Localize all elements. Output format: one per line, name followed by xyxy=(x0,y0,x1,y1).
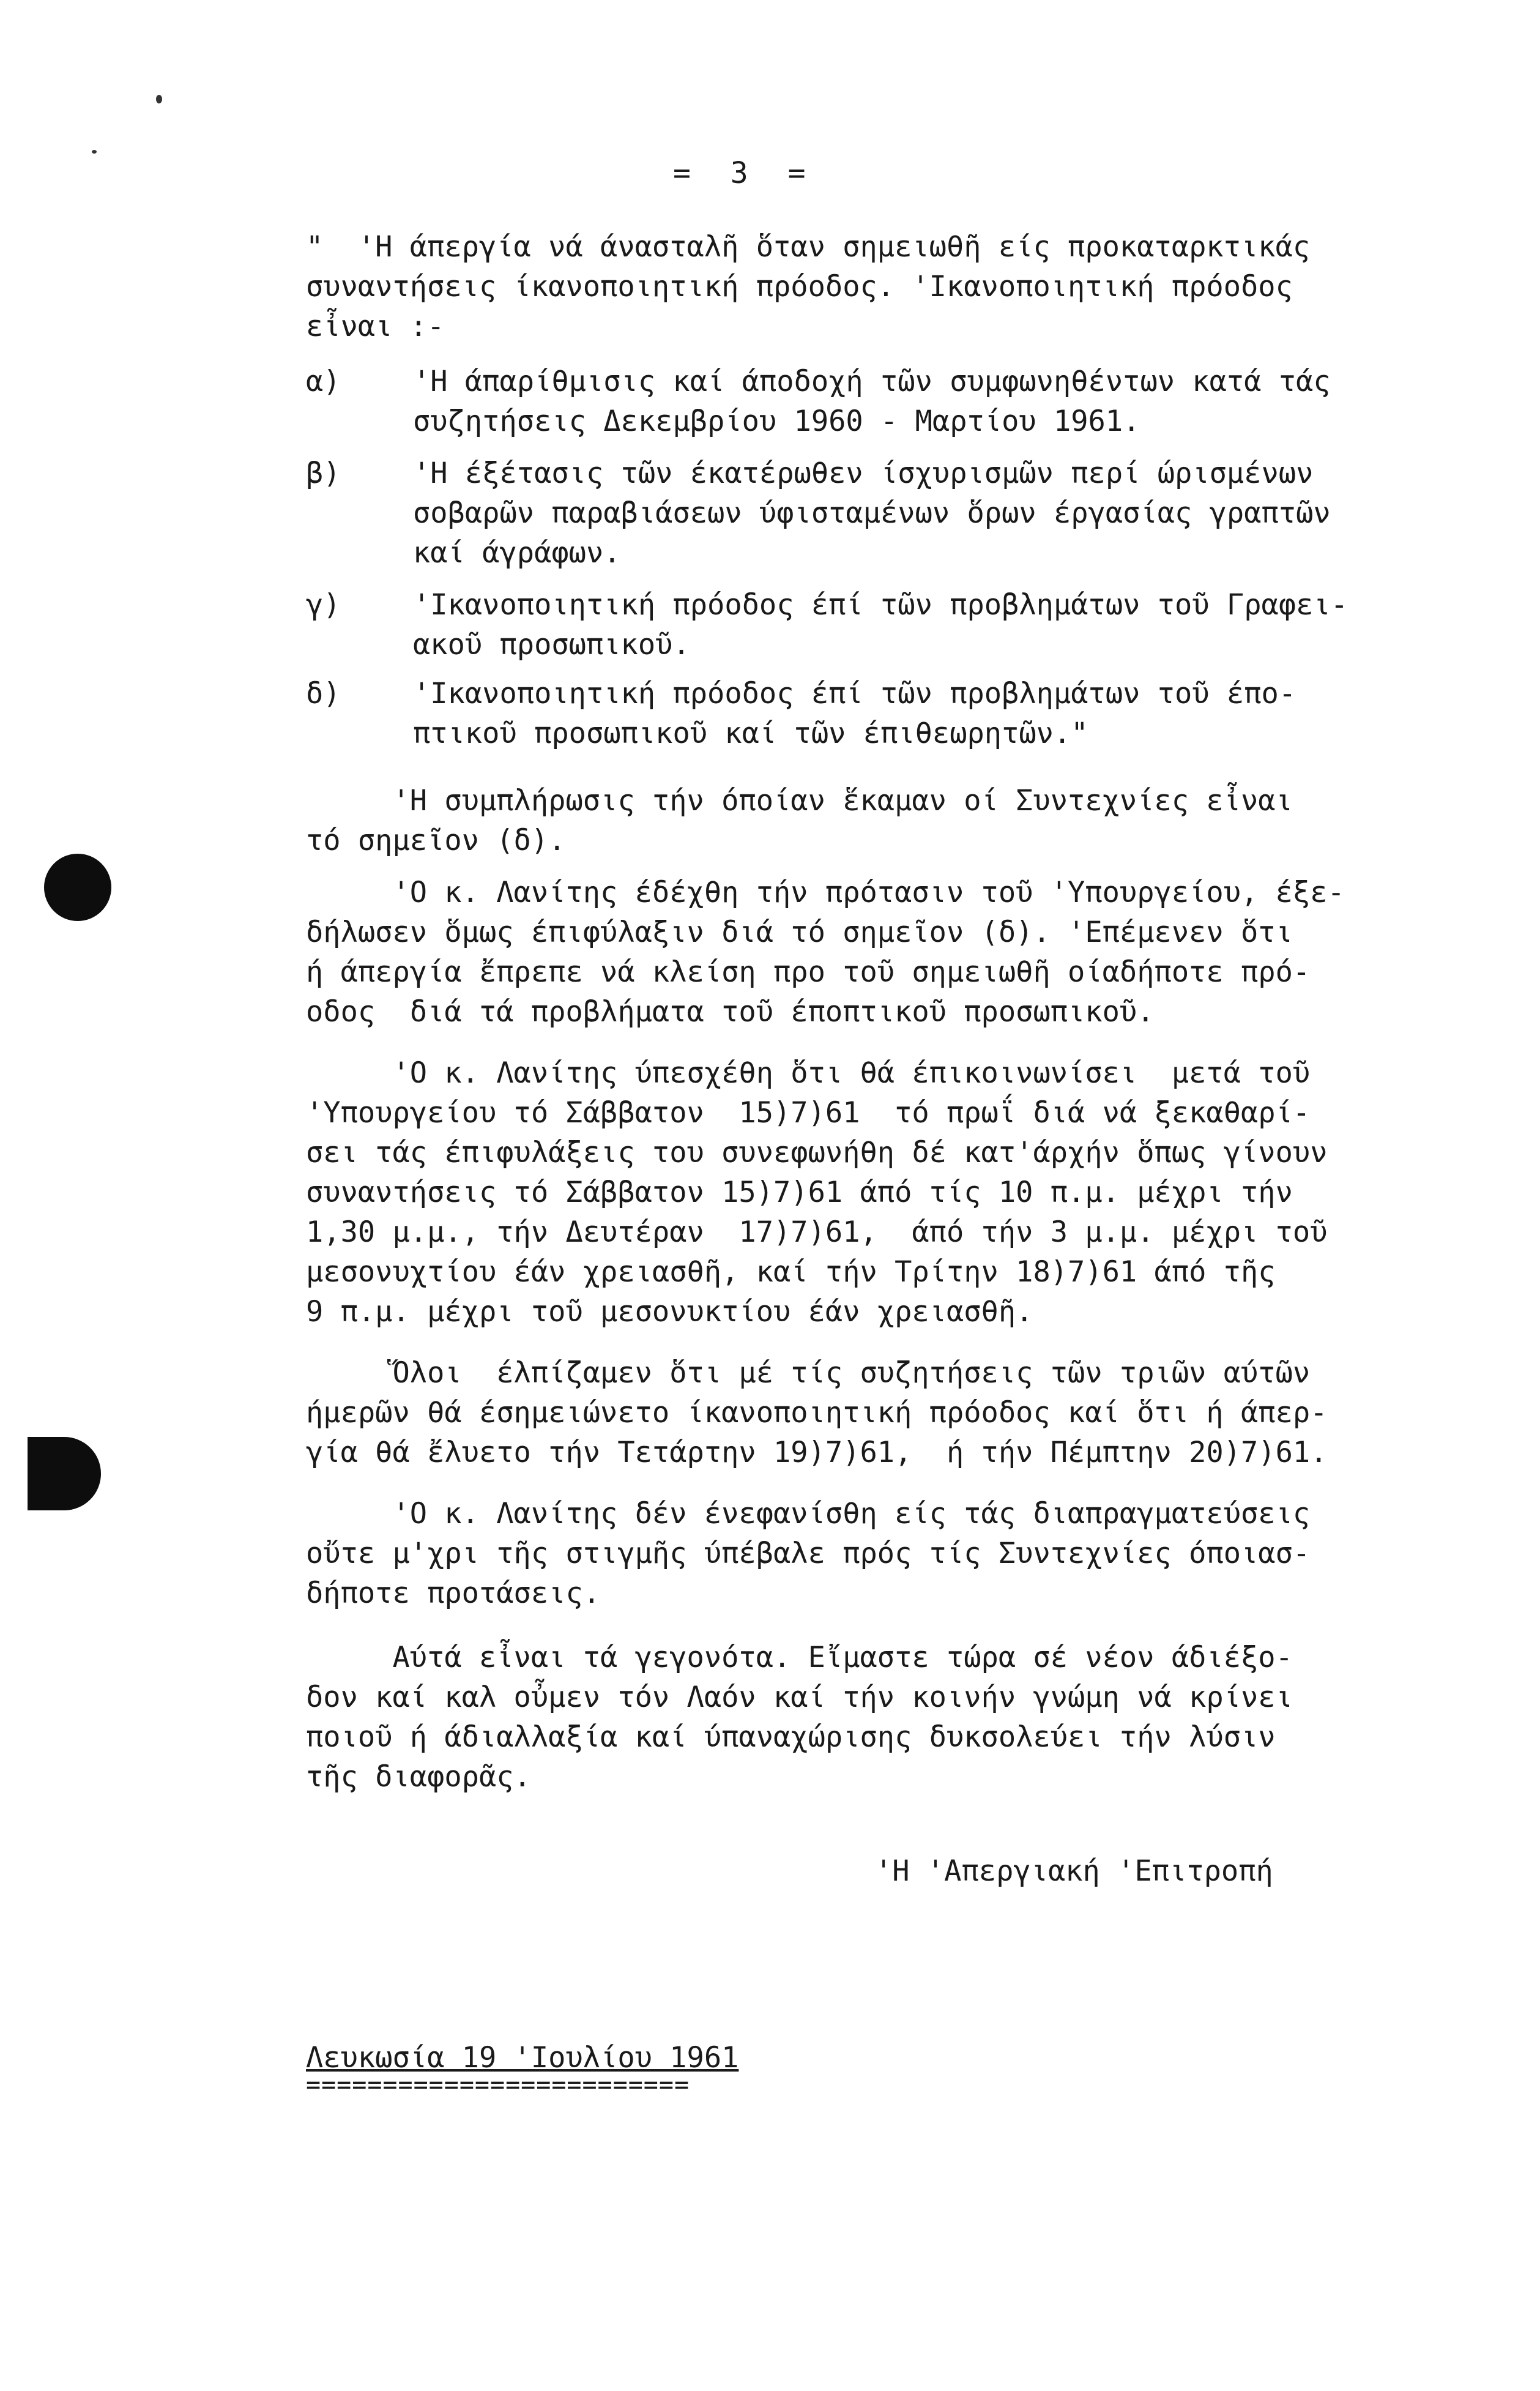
text-line: ποιοῦ ή άδιαλλαξία καί ύπαναχώρισης δυκσολεύει τήν λύσιν xyxy=(306,1720,1276,1754)
punch-hole-top xyxy=(44,854,111,921)
text-line: εἶναι :- xyxy=(306,310,445,343)
text-line: τῆς διαφορᾶς. xyxy=(306,1760,531,1794)
list-line: 'Η έξέτασις τῶν έκατέρωθεν ίσχυρισμῶν περί ώρισμένων xyxy=(413,457,1314,490)
list-line: 'Ικανοποιητική πρόοδος έπί τῶν προβλημάτων τοῦ Γραφει- xyxy=(413,588,1348,622)
list-line: σοβαρῶν παραβιάσεων ύφισταμένων ὅρων έργασίας γραπτῶν xyxy=(413,496,1331,530)
punch-hole-bottom xyxy=(28,1437,101,1510)
text-line: 1,30 μ.μ., τήν Δευτέραν 17)7)61, άπό τήν 3 μ.μ. μέχρι τοῦ xyxy=(306,1215,1328,1249)
text-line: οὔτε μ'χρι τῆς στιγμῆς ύπέβαλε πρός τίς Συντεχνίες όποιασ- xyxy=(306,1537,1311,1570)
text-line: δήλωσεν ὅμως έπιφύλαξιν διά τό σημεῖον (δ). 'Επέμενεν ὅτι xyxy=(306,916,1293,949)
ink-speck xyxy=(92,150,97,154)
text-line: 'Ο κ. Λανίτης έδέχθη τήν πρότασιν τοῦ 'Υπουργείου, έξε- xyxy=(306,876,1345,909)
list-line: καί άγράφων. xyxy=(413,536,621,570)
text-line: συναντήσεις τό Σάββατον 15)7)61 άπό τίς 10 π.μ. μέχρι τήν xyxy=(306,1176,1293,1209)
place-date: Λευκωσία 19 'Ιουλίου 1961 xyxy=(306,2041,739,2075)
list-label: γ) xyxy=(306,588,341,622)
place-date-block xyxy=(306,2041,738,2099)
text-line: Αύτά εἶναι τά γεγονότα. Εἴμαστε τώρα σέ νέον άδιέξο- xyxy=(306,1641,1293,1674)
text-line: σει τάς έπιφυλάξεις του συνεφωνήθη δέ κατ'άρχήν ὅπως γίνουν xyxy=(306,1136,1328,1169)
list-label: β) xyxy=(306,457,341,490)
page-number: = 3 = xyxy=(673,156,817,190)
text-line: συναντήσεις ίκανοποιητική πρόοδος. 'Ικανοποιητική πρόοδος xyxy=(306,270,1293,304)
text-line: δον καί καλ οὖμεν τόν Λαόν καί τήν κοινήν γνώμη νά κρίνει xyxy=(306,1680,1293,1714)
text-line: 'Ο κ. Λανίτης ύπεσχέθη ὅτι θά έπικοινωνίσει μετά τοῦ xyxy=(306,1056,1311,1090)
list-label: δ) xyxy=(306,677,341,711)
text-line: γία θά ἔλυετο τήν Τετάρτην 19)7)61, ή τήν Πέμπτην 20)7)61. xyxy=(306,1436,1328,1469)
list-line: 'Ικανοποιητική πρόοδος έπί τῶν προβλημάτων τοῦ έπο- xyxy=(413,677,1296,711)
text-line: 9 π.μ. μέχρι τοῦ μεσονυκτίου έάν χρειασθῆ. xyxy=(306,1295,1033,1329)
double-underline: ========================= xyxy=(306,2071,690,2099)
text-line: ήμερῶν θά έσημειώνετο ίκανοποιητική πρόοδος καί ὅτι ή άπερ- xyxy=(306,1396,1328,1430)
text-line: μεσονυχτίου έάν χρειασθῆ, καί τήν Τρίτην 18)7)61 άπό τῆς xyxy=(306,1255,1276,1289)
list-label: α) xyxy=(306,365,341,398)
text-line: Ὅλοι έλπίζαμεν ὅτι μέ τίς συζητήσεις τῶν τριῶν αύτῶν xyxy=(306,1356,1311,1390)
text-line: 'Υπουργείου τό Σάββατον 15)7)61 τό πρωΐ διά νά ξεκαθαρί- xyxy=(306,1096,1311,1130)
text-line: δήποτε προτάσεις. xyxy=(306,1576,601,1610)
list-line: 'Η άπαρίθμισις καί άποδοχή τῶν συμφωνηθέντων κατά τάς xyxy=(413,365,1331,398)
signature: 'Η 'Απεργιακή 'Επιτροπή xyxy=(875,1854,1273,1888)
text-line: οδος διά τά προβλήματα τοῦ έποπτικοῦ προσωπικοῦ. xyxy=(306,995,1155,1029)
text-line: 'Ο κ. Λανίτης δέν ένεφανίσθη είς τάς διαπραγματεύσεις xyxy=(306,1497,1311,1531)
text-line: " 'Η άπεργία νά άνασταλῆ ὅταν σημειωθῆ είς προκαταρκτικάς xyxy=(306,230,1311,264)
list-line: ακοῦ προσωπικοῦ. xyxy=(413,628,690,662)
list-line: συζητήσεις Δεκεμβρίου 1960 - Μαρτίου 1961. xyxy=(413,405,1140,438)
text-line: τό σημεῖον (δ). xyxy=(306,824,566,857)
ink-speck xyxy=(156,95,162,103)
list-line: πτικοῦ προσωπικοῦ καί τῶν έπιθεωρητῶν." xyxy=(413,717,1088,750)
text-line: 'Η συμπλήρωσις τήν όποίαν ἕκαμαν οί Συντεχνίες εἶναι xyxy=(306,784,1293,818)
text-line: ή άπεργία ἔπρεπε νά κλείση προ τοῦ σημειωθῆ οίαδήποτε πρό- xyxy=(306,955,1311,989)
